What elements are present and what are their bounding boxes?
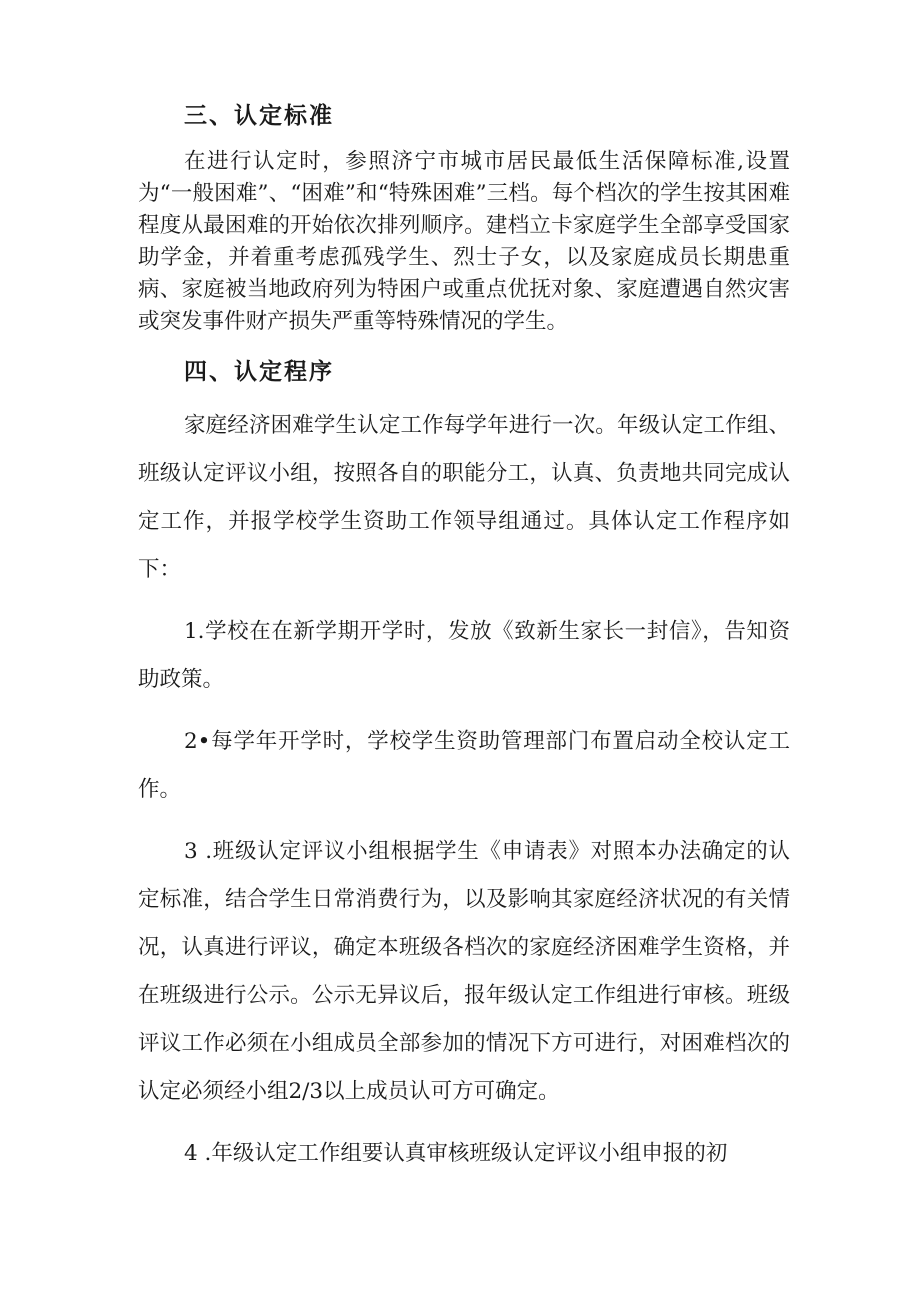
document-page [138,96,790,1178]
section-4-intro: 家庭经济困难学生认定工作每学年进行一次。年级认定工作组、班级认定评议小组，按照各自的职能分工，认真、负责地共同完成认定工作，并报学校学生资助工作领导组通过。具体认定工作程序如下： [138,413,790,582]
section-4-heading: 四、认定程序 [184,359,334,385]
procedure-item-1: 1.学校在在新学期开学时，发放《致新生家长一封信》，告知资助政策。 [138,619,790,692]
section-4-body [138,402,790,1178]
procedure-item-2: 2•每学年开学时，学校学生资助管理部门布置启动全校认定工作。 [138,729,790,802]
section-3-paragraph: 在进行认定时，参照济宁市城市居民最低生活保障标准,设置为“一般困难”、“困难”和“特殊困难”三档。每个档次的学生按其困难程度从最困难的开始依次排列顺序。建档立卡家庭学生全部享受国家助学金，并着重考虑孤残学生、烈士子女，以及家庭成员长期患重病、家庭被当地政府列为特困户或重点优抚对象、家庭遭遇自然灾害或突发事件财产损失严重等特殊情况的学生。 [138,149,790,334]
procedure-item-3: 3 .班级认定评议小组根据学生《申请表》对照本办法确定的认定标准，结合学生日常消费行为，以及影响其家庭经济状况的有关情况，认真进行评议，确定本班级各档次的家庭经济困难学生资格，并在班级进行公示。公示无异议后，报年级认定工作组进行审核。班级评议工作必须在小组成员全部参加的情况下方可进行，对困难档次的认定必须经小组2/3以上成员认可方可确定。 [138,839,790,1104]
procedure-item-4: 4 .年级认定工作组要认真审核班级认定评议小组申报的初 [184,1141,728,1166]
section-3-body [138,146,790,338]
section-3-heading: 三、认定标准 [184,103,334,129]
